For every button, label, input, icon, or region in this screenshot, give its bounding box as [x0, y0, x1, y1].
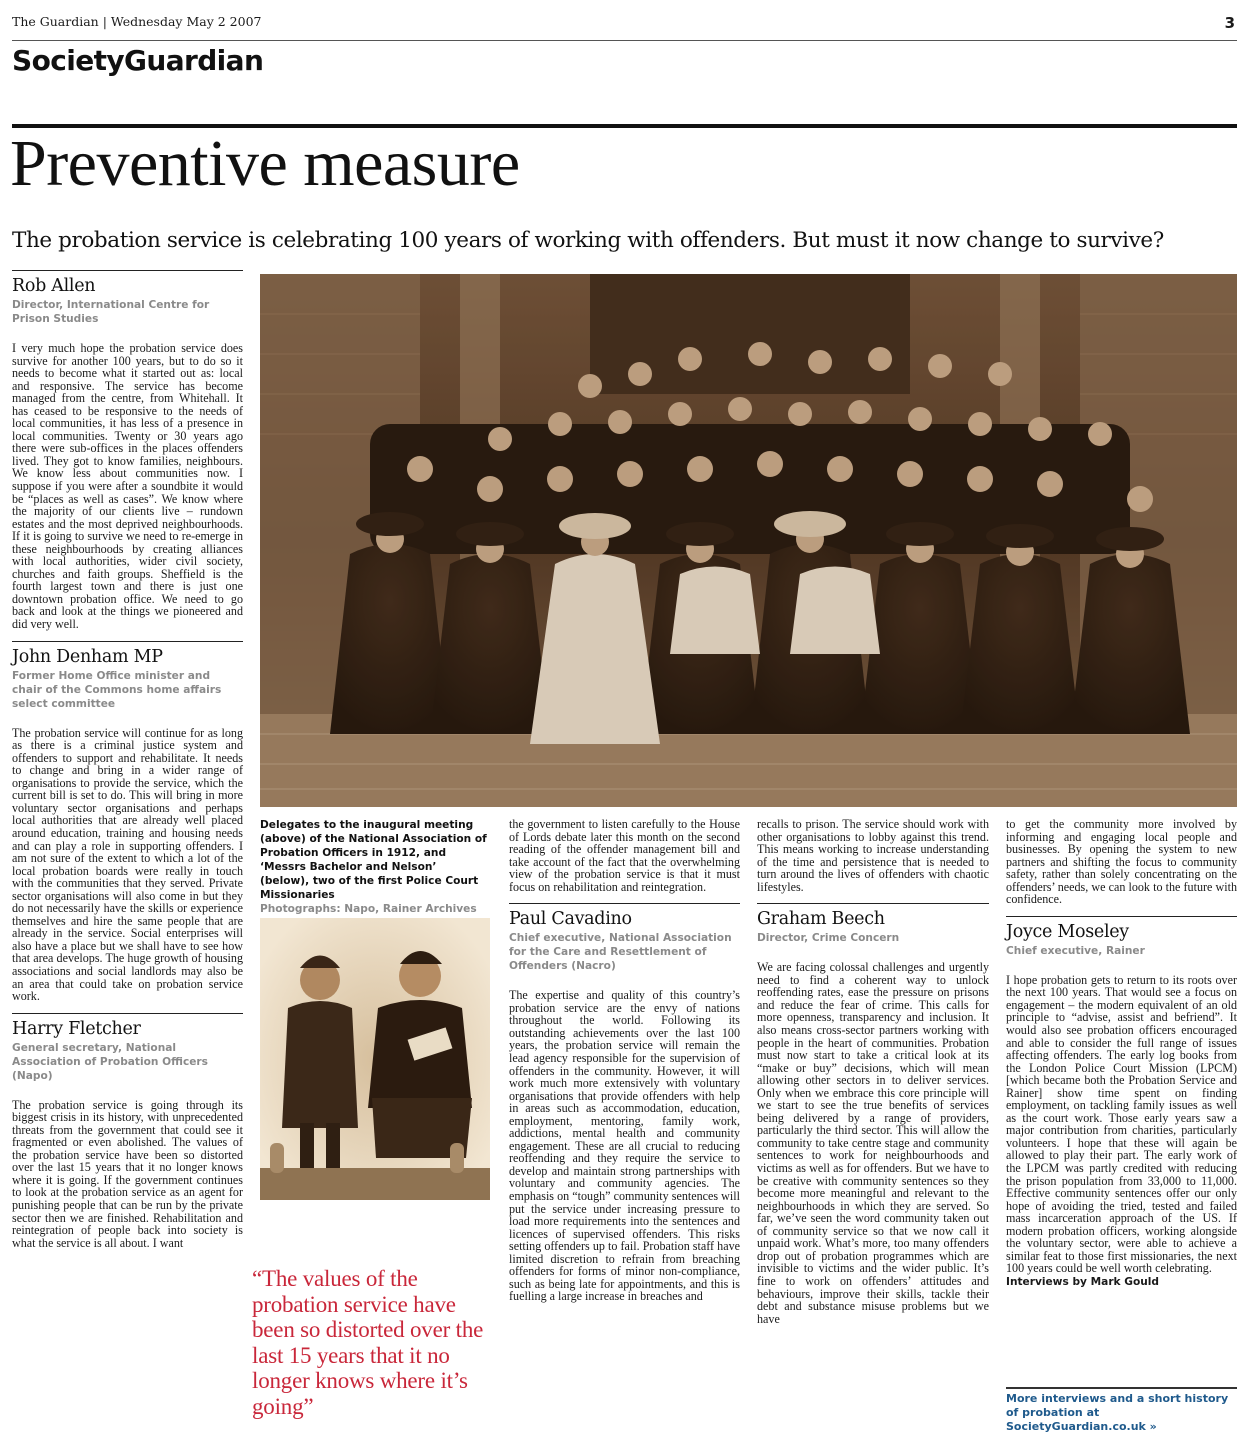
headline: Preventive measure: [10, 127, 520, 200]
interviewee-name: Paul Cavadino: [509, 909, 632, 930]
pull-quote: “The values of the probation service have been so distorted over the last 15 years that it no longer knows where it’s going”: [252, 1266, 484, 1419]
interview-text: I hope probation gets to return to its roots over the next 100 years. That would see a focus on engagement – the modern equivalent of an old principle to “advise, assist and befriend”. It would also see probation officers encouraged and able to consider the full range of issues affecting offenders. The early log books from the London Police Court Mission (LPCM) [which became both the Probation Service and Rainer] show time spent on finding employment, on tackling family issues as well as the court work. Those early years saw a major contribution from charities, particularly volunteers. I hope that these will again be allowed to play their part. The early work of the LPCM was partly credited with reducing the prison population from 33,000 to 11,000. Effective community sentences offer our only hope of avoiding the tried, tested and failed mass incarceration approach of the US. If modern probation officers, working alongside the voluntary sector, were able to achieve a similar feat to those first missionaries, the next 100 years could be well worth celebrating.: [1006, 972, 1237, 1276]
interviewee-name: John Denham MP: [12, 646, 163, 667]
rule: [12, 1013, 243, 1014]
rule: [757, 903, 989, 904]
standfirst: The probation service is celebrating 100 years of working with offenders. But must it now change to survive?: [12, 228, 1164, 253]
section-title: SocietyGuardian: [12, 44, 264, 77]
rule: [12, 641, 243, 642]
interview-text-continued: recalls to prison. The service should work with other organisations to lobby against this trend. This means working to increase understanding of the time and persistence that is needed to turn around the lives of offenders with chaotic lifestyles.: [757, 817, 989, 894]
interview-credit: Interviews by Mark Gould: [1006, 1275, 1160, 1288]
column-1: [12, 270, 243, 1249]
top-rule: [12, 40, 1237, 41]
photo-caption: [260, 818, 488, 916]
interviewee-role: Director, Crime Concern: [757, 932, 900, 945]
interviewee-name: Rob Allen: [12, 276, 96, 296]
page-number: 3: [1224, 14, 1235, 32]
promo-link[interactable]: More interviews and a short history of probation at SocietyGuardian.co.uk »: [1006, 1387, 1237, 1434]
folio: The Guardian | Wednesday May 2 2007: [12, 14, 262, 29]
caption-text: Delegates to the inaugural meeting (above) of the National Association of Probation Officers in 1912, and ‘Messrs Bachelor and Nelson’ (below), two of the first Police Court Missionaries: [260, 819, 487, 901]
interview-text: The probation service will continue for as long as there is a criminal justice system and offenders to support and rehabilitate. It needs to change and bring in a wider range of organisations to provide the service, which the current bill is set to do. This will bring in more voluntary sector organisations and perhaps local authorities that are already well placed around education, training and housing needs and can play a role in supporting offenders. I am not sure of the extent to which a lot of the local probation boards were really in touch with the communities that they served. Private sector organisations will also come in but they do not necessarily have the skills or experience themselves and hire the same people that are already in the service. Social enterprises will also have a place but we shall have to see how that area develops. The huge growth of housing associations and social landlords may also be an area that could take on probation service work.: [12, 725, 243, 1004]
column-3: [509, 818, 740, 1303]
interviewee-role: Chief executive, Rainer: [1006, 944, 1145, 957]
photo-credit: Photographs: Napo, Rainer Archives: [260, 903, 477, 915]
interviewee-name: Graham Beech: [757, 909, 885, 930]
main-group-photograph: [260, 274, 1237, 807]
interviewee-role: Former Home Office minister and chair of the Commons home affairs select committee: [12, 669, 222, 710]
missionaries-photograph: [260, 918, 490, 1200]
column-4: [757, 818, 989, 1325]
interviewee-name: Joyce Moseley: [1006, 921, 1129, 942]
rule: [1006, 916, 1237, 917]
interviewee-role: Director, International Centre for Prison Studies: [12, 299, 210, 325]
column-5: [1006, 818, 1237, 1289]
interviewee-role: General secretary, National Association of Probation Officers (Napo): [12, 1041, 208, 1082]
interview-text: I very much hope the probation service does survive for another 100 years, but to do so it needs to become what it started out as: local and responsive. The service has become managed from the centre, from Whitehall. It has ceased to be responsive to the needs of local communities, it has less of a presence in local communities. Twenty or 30 years ago there were sub-offices in the places offenders lived. They got to know families, neighbours. We know less about communities now. I suppose if you were after a soundbite it would be “places as well as cases”. We know where the majority of our clients live – rundown estates and the most deprived neighbourhoods. If it is going to survive we need to re-emerge in these neighbourhoods by creating alliances with local authorities, wider civil society, churches and faith groups. Sheffield is the fourth largest town and there is just one downtown probation office. We need to go back and look at the things we pioneered and did very well.: [12, 341, 243, 632]
interview-text: The expertise and quality of this country’s probation service are the envy of nations throughout the world. Following its outstanding achievements over the last 100 years, the probation service will remain the lead agency responsible for the supervision of offenders in the community. However, it will work much more extensively with voluntary organisations that provide offenders with help in areas such as accommodation, education, employment, mentoring, family work, addictions, mental health and community engagement. These are all crucial to reducing reoffending and they require the service to develop and maintain strong partnerships with voluntary and community agencies. The emphasis on “tough” community sentences will put the service under increasing pressure to load more requirements into the sentences and licences of supervised offenders. This risks setting offenders up to fail. Probation staff have limited discretion to refrain from breaching offenders for forms of minor non-compliance, such as being late for appointments, and this is fuelling a large increase in breaches and: [509, 988, 740, 1304]
rule: [12, 270, 243, 271]
interview-text-continued: the government to listen carefully to the House of Lords debate later this month on the second reading of the offender management bill and take account of the fact that the overwhelming view of the probation service is that it must focus on rehabilitation and reintegration.: [509, 817, 740, 894]
interview-text-continued: to get the community more involved by informing and engaging local people and businesses. By opening the system to new partners and shifting the focus to community safety, rather than solely concentrating on the offenders’ needs, we can look to the future with confidence.: [1006, 817, 1237, 907]
interviewee-name: Harry Fletcher: [12, 1018, 141, 1039]
interview-text: The probation service is going through its biggest crisis in its history, with unprecedented threats from the government that could see it fragmented or even abolished. The values of the probation service have been so distorted over the last 15 years that it no longer knows where it is going. If the government continues to look at the probation service as an agent for punishing people that can be run by the private sector then we are finished. Rehabilitation and reintegration of people back into society is what the service is all about. I want: [12, 1097, 243, 1250]
interviewee-role: Chief executive, National Association for the Care and Resettlement of Offenders (Nacro): [509, 932, 732, 973]
rule: [509, 903, 740, 904]
interview-text: We are facing colossal challenges and urgently need to find a coherent way to unlock reoffending rates, ease the pressure on prisons and reduce the fear of crime. This calls for more openness, transparency and inclusion. It also means cross-sector partners working with people in the heart of communities. Probation must now start to take a critical look at its “make or buy” decisions, which will mean allowing other sectors in to deliver services. Only when we embrace this core principle will we start to see the true benefits of services being delivered by a range of providers, particularly the third sector. This will allow the community to take centre stage and community sentences to work for neighbourhoods and victims as well as for offenders. But we have to be creative with community sentences so they become more meaningful and relevant to the neighbourhoods in which they are served. So far, we’ve seen the word community taken out of community service so that we now call it unpaid work. What’s more, too many offenders drop out of probation programmes which are invisible to victims and the wider public. It’s fine to work on offenders’ attitudes and behaviours, improve their skills, tackle their debt and substance misuse problems but we have: [757, 960, 989, 1326]
